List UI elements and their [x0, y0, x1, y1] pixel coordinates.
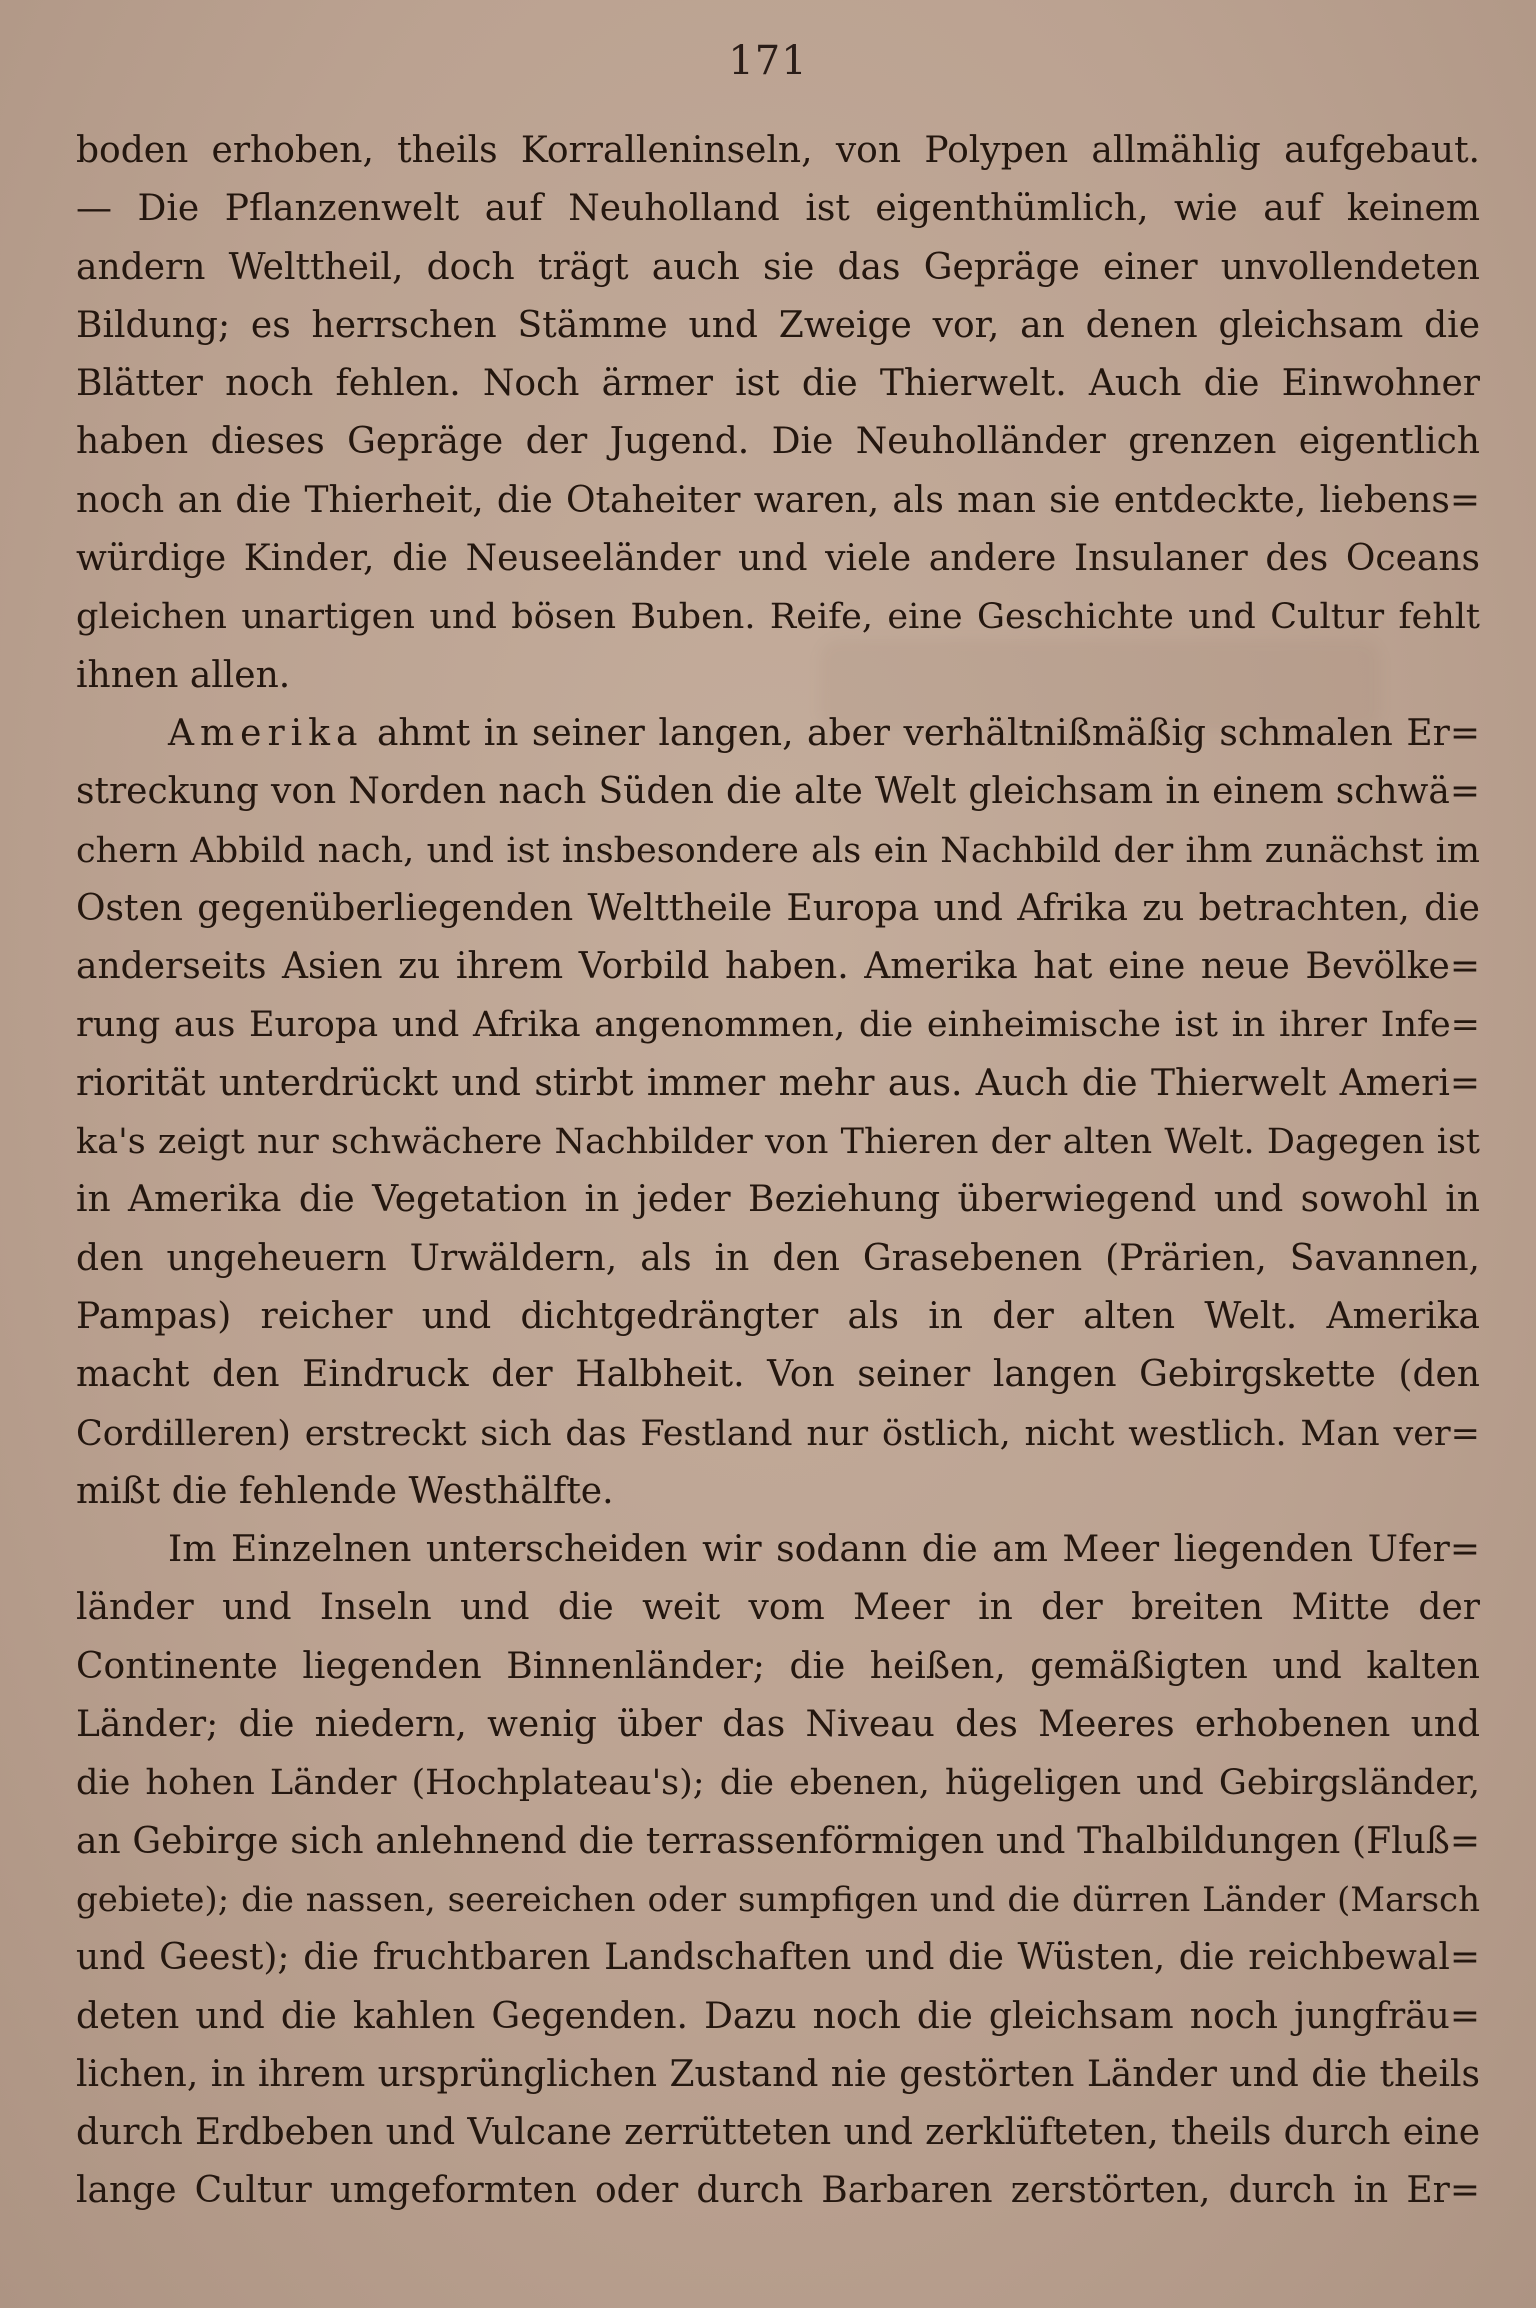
text-line: andern Welttheil, doch trägt auch sie das Gepräge einer unvollendeten: [76, 246, 1480, 288]
text-line: lichen, in ihrem ursprünglichen Zustand nie gestörten Länder und die theils: [76, 2053, 1480, 2095]
page-number: 171: [728, 38, 808, 84]
text-fragment: ahmt in seiner langen, aber verhältnißmäßig schmalen Er=: [376, 712, 1480, 754]
text-line: Länder; die niedern, wenig über das Niveau des Meeres erhobenen und: [76, 1704, 1480, 1746]
text-line: gleichen unartigen und bösen Buben. Reife, eine Geschichte und Cultur fehlt: [76, 597, 1480, 638]
text-line: durch Erdbeben und Vulcane zerrütteten und zerklüfteten, theils durch eine: [76, 2112, 1480, 2154]
text-line: streckung von Norden nach Süden die alte Welt gleichsam in einem schwä=: [76, 771, 1480, 813]
text-line: boden erhoben, theils Korralleninseln, von Polypen allmählig aufgebaut.: [76, 130, 1480, 171]
text-line: deten und die kahlen Gegenden. Dazu noch die gleichsam noch jungfräu=: [76, 1995, 1480, 2037]
text-line: Blätter noch fehlen. Noch ärmer ist die Thierwelt. Auch die Einwohner: [76, 363, 1480, 405]
text-line: mißt die fehlende Westhälfte.: [76, 1470, 614, 1512]
text-line: ka's zeigt nur schwächere Nachbilder von Thieren der alten Welt. Dagegen ist: [76, 1122, 1480, 1163]
text-line: noch an die Thierheit, die Otaheiter waren, als man sie entdeckte, liebens=: [76, 479, 1480, 521]
text-line: haben dieses Gepräge der Jugend. Die Neuholländer grenzen eigentlich: [76, 421, 1480, 463]
text-line: würdige Kinder, die Neuseeländer und viele andere Insulaner des Oceans: [76, 538, 1480, 580]
paragraph-first-line: Im Einzelnen unterscheiden wir sodann die am Meer liegenden Ufer=: [168, 1529, 1480, 1571]
text-line: anderseits Asien zu ihrem Vorbild haben. Amerika hat eine neue Bevölke=: [76, 946, 1480, 988]
text-line: die hohen Länder (Hochplateau's); die ebenen, hügeligen und Gebirgsländer,: [76, 1763, 1480, 1804]
text-line: macht den Eindruck der Halbheit. Von seiner langen Gebirgskette (den: [76, 1354, 1480, 1396]
body-text: [76, 122, 1480, 2221]
text-line: Bildung; es herrschen Stämme und Zweige vor, an denen gleichsam die: [76, 304, 1480, 346]
text-line: ihnen allen.: [76, 654, 291, 696]
text-line: und Geest); die fruchtbaren Landschaften und die Wüsten, die reichbewal=: [76, 1937, 1480, 1979]
text-line: Cordilleren) erstreckt sich das Festland nur östlich, nicht westlich. Man ver=: [76, 1413, 1480, 1454]
text-line: Continente liegenden Binnenländer; die heißen, gemäßigten und kalten: [76, 1645, 1480, 1687]
text-line: länder und Inseln und die weit vom Meer in der breiten Mitte der: [76, 1587, 1480, 1629]
text-line: Pampas) reicher und dichtgedrängter als in der alten Welt. Amerika: [76, 1295, 1480, 1337]
text-line: riorität unterdrückt und stirbt immer mehr aus. Auch die Thierwelt Ameri=: [76, 1062, 1480, 1104]
text-line: lange Cultur umgeformten oder durch Barbaren zerstörten, durch in Er=: [76, 2170, 1480, 2212]
text-line: Osten gegenüberliegenden Welttheile Europa und Afrika zu betrachten, die: [76, 887, 1480, 929]
text-line: rung aus Europa und Afrika angenommen, die einheimische ist in ihrer Infe=: [76, 1005, 1480, 1046]
paragraph-first-line: [76, 705, 1480, 763]
text-line: an Gebirge sich anlehnend die terrassenförmigen und Thalbildungen (Fluß=: [76, 1820, 1480, 1862]
emphasized-word: Amerika: [168, 712, 364, 754]
text-line: — Die Pflanzenwelt auf Neuholland ist eigenthümlich, wie auf keinem: [76, 188, 1480, 230]
text-line: in Amerika die Vegetation in jeder Beziehung überwiegend und sowohl in: [76, 1179, 1480, 1221]
text-line: chern Abbild nach, und ist insbesondere als ein Nachbild der ihm zunächst im: [76, 830, 1480, 871]
text-line: gebiete); die nassen, seereichen oder sumpfigen und die dürren Länder (Marsch: [76, 1879, 1480, 1920]
text-line: den ungeheuern Urwäldern, als in den Grasebenen (Prärien, Savannen,: [76, 1237, 1480, 1279]
